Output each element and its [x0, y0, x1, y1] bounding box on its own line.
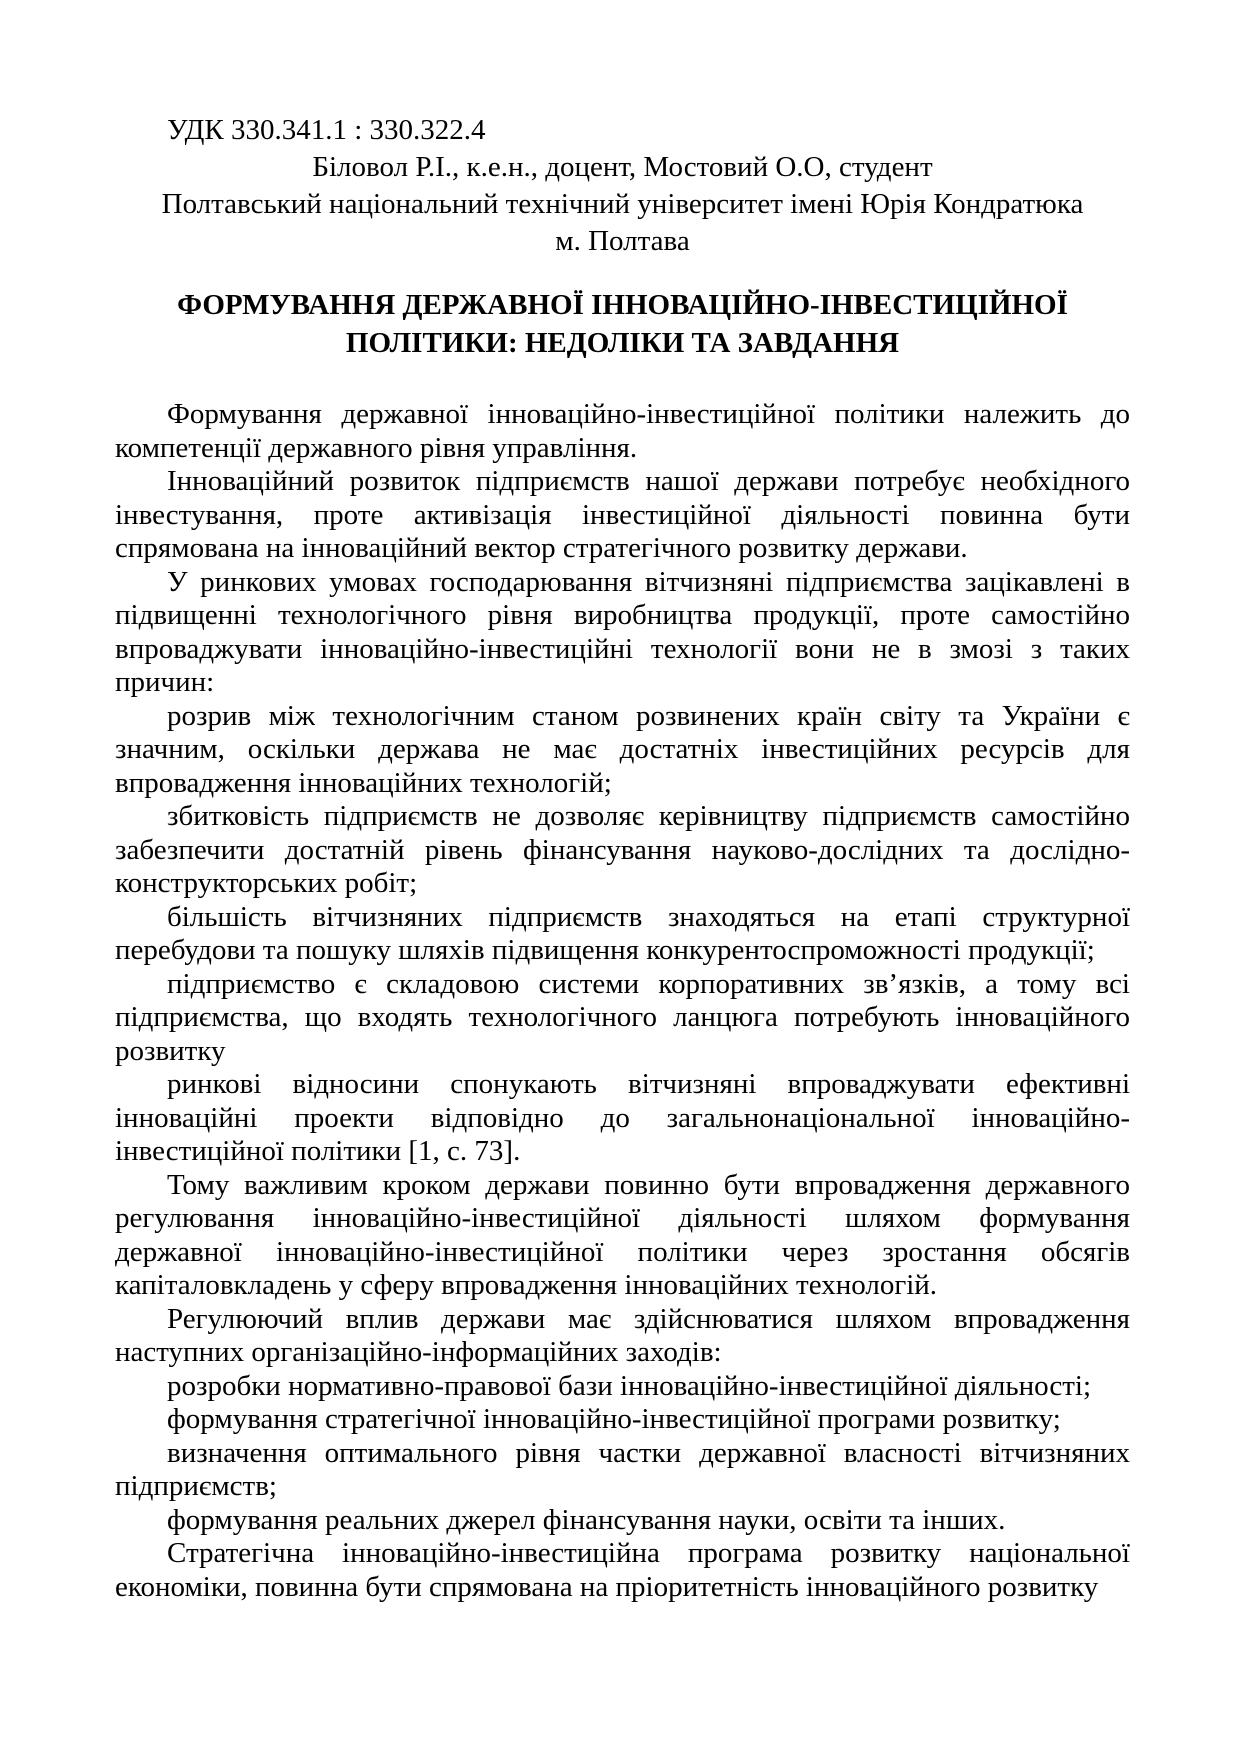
paragraph: формування стратегічної інноваційно-інвестиційної програми розвитку;	[167, 1403, 1061, 1435]
affiliation-line: Полтавський національний технічний університет імені Юрія Кондратюка	[161, 188, 1084, 220]
paragraph: Регулюючий вплив держави має здійснюватися шляхом впровадження наступних організаційно-інформаційних заходів:	[115, 1302, 1130, 1368]
article-body	[115, 398, 1130, 1604]
city-line: м. Полтава	[555, 225, 690, 257]
paragraph: У ринкових умовах господарювання вітчизняні підприємства зацікавлені в підвищенні технологічного рівня виробництва продукції, проте самостійно впроваджувати інноваційно-інвестиційні технології вони не в змозі з таких причин:	[115, 565, 1130, 698]
paragraph: збитковість підприємств не дозволяє керівництву підприємств самостійно забезпечити достатній рівень фінансування науково-дослідних та дослідно-конструкторських робіт;	[115, 800, 1130, 899]
document-header	[115, 112, 1130, 260]
paragraph: Формування державної інноваційно-інвестиційної політики належить до компетенції державного рівня управління.	[115, 398, 1130, 464]
article-title-line-2: ПОЛІТИКИ: НЕДОЛІКИ ТА ЗАВДАННЯ	[345, 327, 900, 359]
article-title-line-1: ФОРМУВАННЯ ДЕРЖАВНОЇ ІННОВАЦІЙНО-ІНВЕСТИЦІЙНОЇ	[177, 289, 1068, 321]
paragraph: Стратегічна інноваційно-інвестиційна програма розвитку національної економіки, повинна бути спрямована на пріоритетність інноваційного розвитку	[115, 1537, 1130, 1603]
paragraph: Інноваційний розвиток підприємств нашої держави потребує необхідного інвестування, проте активізація інвестиційної діяльності повинна бути спрямована на інноваційний вектор стратегічного розвитку держави.	[115, 465, 1130, 564]
paragraph: більшість вітчизняних підприємств знаходяться на етапі структурної перебудови та пошуку шляхів підвищення конкурентоспроможності продукції;	[115, 900, 1130, 966]
paragraph: Тому важливим кроком держави повинно бути впровадження державного регулювання інноваційно-інвестиційної діяльності шляхом формування державної інноваційно-інвестиційної політики через зростання обсягів капіталовкладень у сферу впровадження інноваційних технологій.	[115, 1168, 1130, 1301]
paragraph: визначення оптимального рівня частки державної власності вітчизняних підприємств;	[115, 1436, 1130, 1502]
paragraph: розрив між технологічним станом розвинених країн світу та України є значним, оскільки держава не має достатніх інвестиційних ресурсів для впровадження інноваційних технологій;	[115, 699, 1130, 799]
udc-code: УДК 330.341.1 : 330.322.4	[167, 114, 486, 146]
paragraph: формування реальних джерел фінансування науки, освіти та інших.	[167, 1503, 1006, 1536]
authors-line: Біловол Р.І., к.е.н., доцент, Мостовий О.О, студент	[312, 151, 933, 183]
article-title	[115, 286, 1130, 362]
paragraph: підприємство є складовою системи корпоративних зв’язків, а тому всі підприємства, що входять технологічного ланцюга потребують інноваційного розвитку	[115, 967, 1130, 1067]
paragraph: ринкові відносини спонукають вітчизняні впроваджувати ефективні інноваційні проекти відповідно до загальнонаціональної інноваційно-інвестиційної політики [1, с. 73].	[115, 1068, 1130, 1167]
paragraph: розробки нормативно-правової бази інноваційно-інвестиційної діяльності;	[167, 1369, 1092, 1402]
